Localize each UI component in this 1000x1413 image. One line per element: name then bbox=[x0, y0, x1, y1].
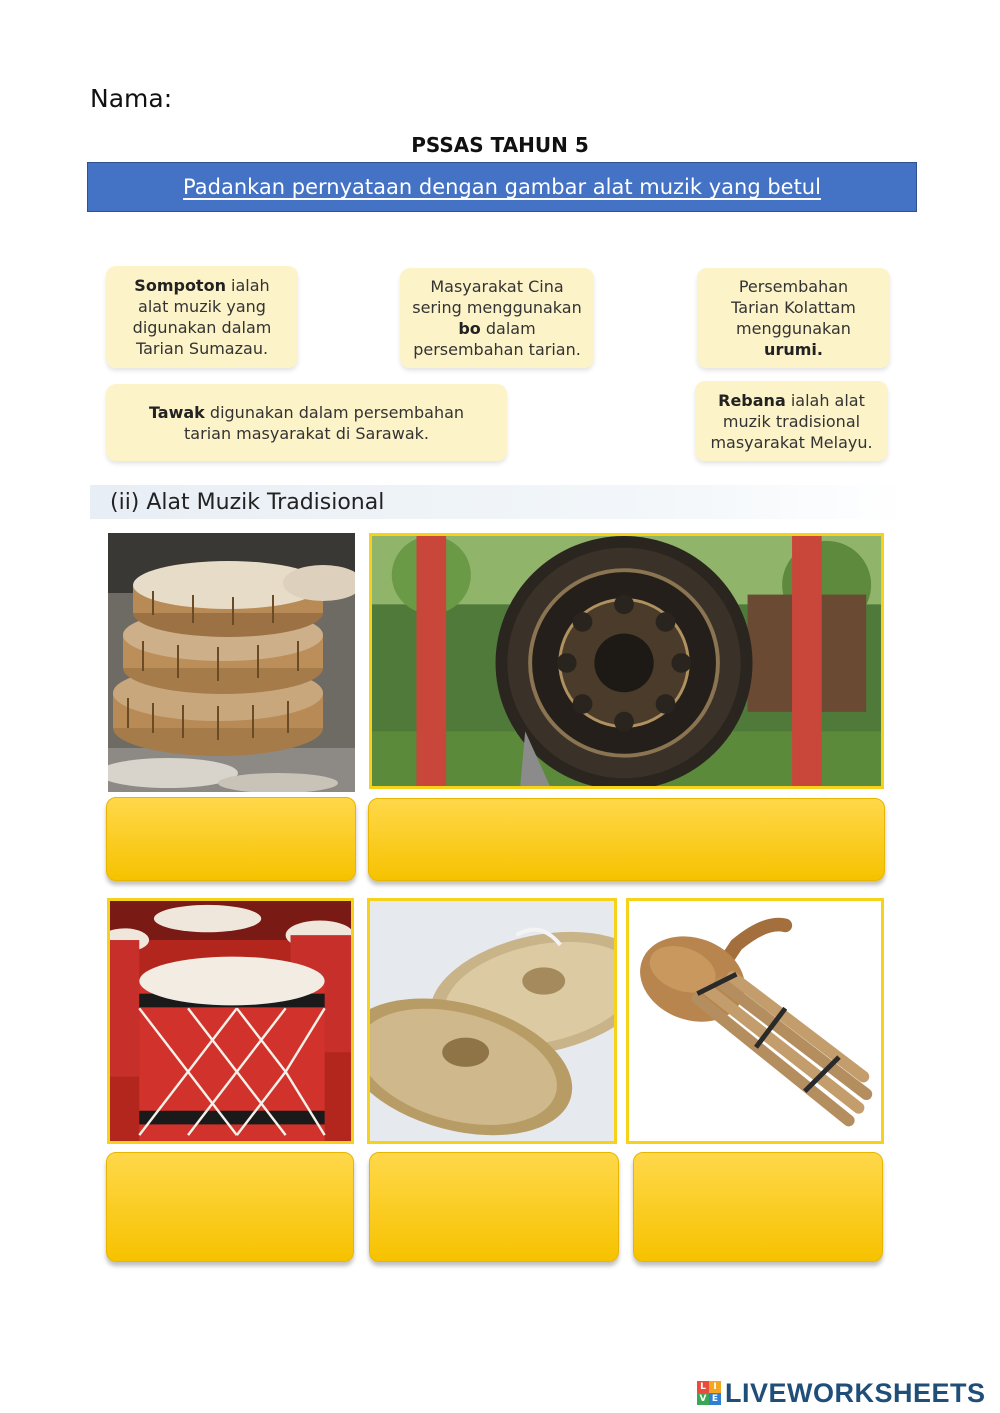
answer-box-4[interactable] bbox=[369, 1152, 619, 1262]
statement-card-sompoton: Sompoton ialah alat muzik yang digunakan dalam Tarian Sumazau. bbox=[106, 266, 298, 368]
statement-card-rebana: Rebana ialah alat muzik tradisional masyarakat Melayu. bbox=[695, 381, 888, 461]
answer-box-2[interactable] bbox=[368, 798, 885, 881]
red-drum-photo bbox=[107, 898, 354, 1144]
statement-term: Sompoton bbox=[134, 276, 226, 295]
sompoton-photo bbox=[626, 898, 884, 1144]
name-label: Nama: bbox=[90, 84, 173, 113]
statement-card-tawak: Tawak digunakan dalam persembahan tarian masyarakat di Sarawak. bbox=[106, 384, 507, 461]
liveworksheets-logo-icon: L I V E bbox=[697, 1381, 721, 1405]
cymbals-photo bbox=[367, 898, 617, 1144]
answer-box-1[interactable] bbox=[106, 797, 356, 881]
statement-term: urumi. bbox=[764, 340, 823, 359]
statement-term: Tawak bbox=[148, 402, 205, 422]
statement-term: bo bbox=[458, 319, 481, 338]
instruction-text: Padankan pernyataan dengan gambar alat muzik yang betul bbox=[183, 175, 821, 199]
statement-card-urumi: Persembahan Tarian Kolattam menggunakan urumi. bbox=[697, 268, 890, 368]
answer-box-3[interactable] bbox=[106, 1152, 354, 1262]
statement-term: Rebana bbox=[718, 390, 786, 410]
section-header bbox=[90, 485, 908, 519]
gong-photo bbox=[369, 533, 884, 789]
section-title: (ii) Alat Muzik Tradisional bbox=[110, 489, 385, 515]
liveworksheets-logo[interactable] bbox=[697, 1378, 986, 1408]
instruction-banner bbox=[87, 162, 917, 212]
worksheet-title: PSSAS TAHUN 5 bbox=[411, 133, 589, 157]
liveworksheets-brand: LIVEWORKSHEETS bbox=[725, 1377, 986, 1408]
answer-box-5[interactable] bbox=[633, 1152, 883, 1262]
statement-card-bo: Masyarakat Cina sering menggunakan bo dalam persembahan tarian. bbox=[400, 268, 594, 368]
rebana-drums-photo bbox=[108, 533, 355, 792]
